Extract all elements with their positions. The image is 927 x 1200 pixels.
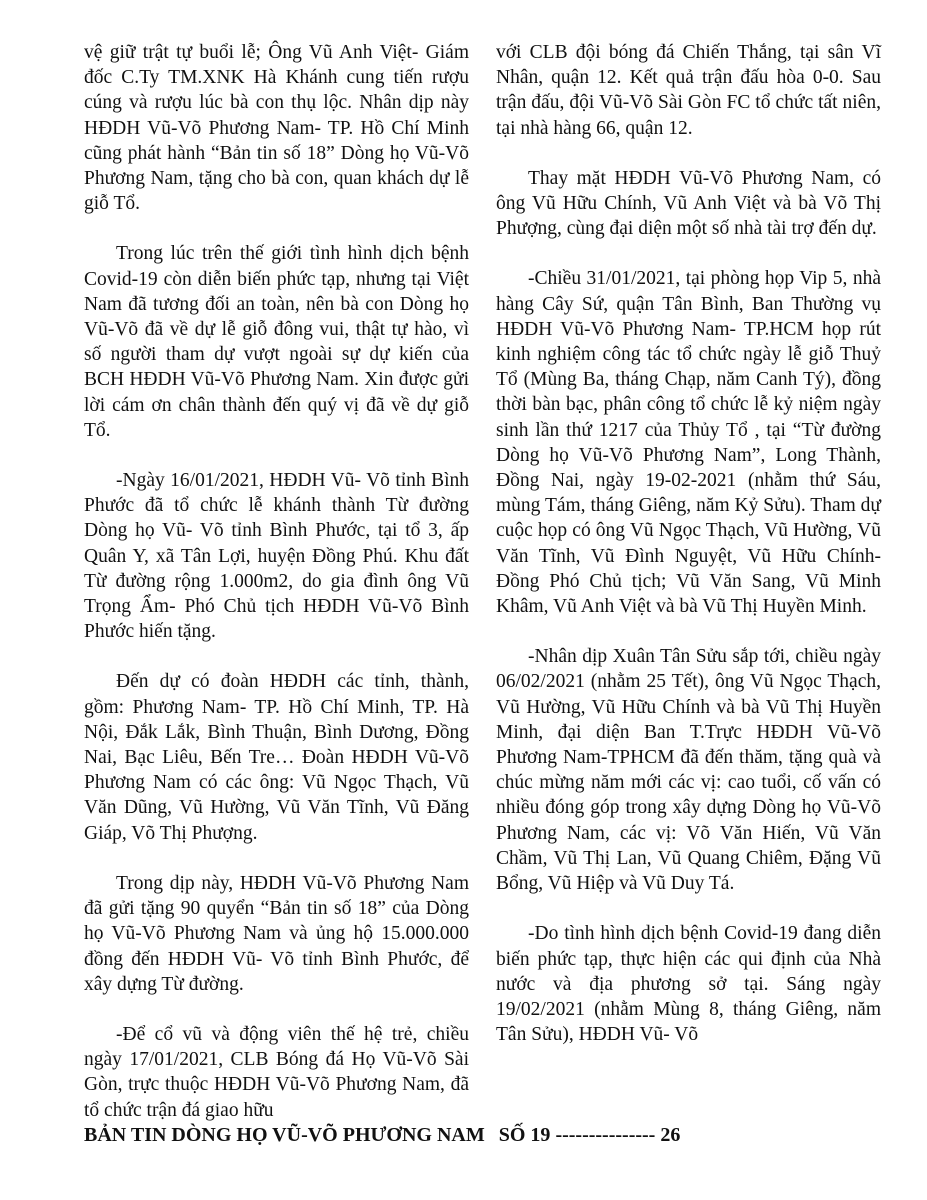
paragraph: Trong dịp này, HĐDH Vũ-Võ Phương Nam đã gửi tặng 90 quyển “Bản tin số 18” của Dòng họ Vũ-Võ Phương Nam và ủng hộ 15.000.000 đồng đến HĐDH Vũ- Võ tỉnh Bình Phước, để xây dựng Từ đường.	[84, 872, 469, 995]
paragraph: -Ngày 16/01/2021, HĐDH Vũ- Võ tỉnh Bình Phước đã tổ chức lễ khánh thành Từ đường Dòng họ Vũ- Võ tỉnh Bình Phước, tại tổ 3, ấp Quân Y, xã Tân Lợi, huyện Đồng Phú. Khu đất Từ đường rộng 1.000m2, do gia đình ông Vũ Trọng Ẩm- Phó Chủ tịch HĐDH Vũ-Võ Bình Phước hiến tặng.	[84, 470, 469, 643]
paragraph: -Nhân dịp Xuân Tân Sửu sắp tới, chiều ngày 06/02/2021 (nhằm 25 Tết), ông Vũ Ngọc Thạch, Vũ Hường, Vũ Hữu Chính và bà Vũ Thị Huyền Minh, đại diện Ban T.Trực HĐDH Vũ-Võ Phương Nam-TPHCM đã đến thăm, tặng quà và chúc mừng năm mới các vị: cao tuổi, cố vấn có nhiều đóng góp trong xây dựng Dòng họ Vũ-Võ Phương Nam, các vị: Võ Văn Hiến, Vũ Văn Chầm, Vũ Thị Lan, Vũ Quang Chiêm, Đặng Vũ Bổng, Vũ Hiệp và Vũ Duy Tá.	[496, 646, 881, 895]
paragraph: -Để cổ vũ và động viên thế hệ trẻ, chiều ngày 17/01/2021, CLB Bóng đá Họ Vũ-Võ Sài Gòn, trực thuộc HĐDH Vũ-Võ Phương Nam, đã tổ chức trận đá giao hữu	[84, 1023, 469, 1121]
paragraph: -Do tình hình dịch bệnh Covid-19 đang diễn biến phức tạp, thực hiện các qui định của Nhà nước và địa phương sở tại. Sáng ngày 19/02/2021 (nhằm Mùng 8, tháng Giêng, năm Tân Sửu), HĐDH Vũ- Võ	[496, 923, 881, 1046]
paragraph: Trong lúc trên thế giới tình hình dịch bệnh Covid-19 còn diễn biến phức tạp, nhưng tại Việt Nam đã tương đối an toàn, nên bà con Dòng họ Vũ-Võ đã về dự lễ giỗ đông vui, thật tự hào, vì số người tham dự vượt ngoài sự dự kiến của BCH HĐDH Vũ-Võ Phương Nam. Xin được gửi lời cám ơn chân thành đến quý vị đã về dự giỗ Tổ.	[84, 243, 469, 441]
paragraph: -Chiều 31/01/2021, tại phòng họp Vip 5, nhà hàng Cây Sứ, quận Tân Bình, Ban Thường vụ HĐDH Vũ-Võ Phương Nam- TP.HCM họp rút kinh nghiệm công tác tổ chức ngày lễ giỗ Thuỷ Tổ (Mùng Ba, tháng Chạp, năm Canh Tý), đồng thời bàn bạc, phân công tổ chức lễ kỷ niệm ngày sinh lần thứ 1217 của Thủy Tổ , tại “Từ đường Dòng họ Vũ-Võ Phương Nam”, Long Thành, Đồng Nai, ngày 19-02-2021 (nhằm thứ Sáu, mùng Tám, tháng Giêng, năm Kỷ Sửu). Tham dự cuộc họp có ông Vũ Ngọc Thạch, Vũ Hường, Vũ Văn Tĩnh, Vũ Đình Nguyệt, Vũ Hữu Chính- Đồng Phó Chủ tịch; Vũ Văn Sang, Vũ Minh Khâm, Vũ Anh Việt và bà Vũ Thị Huyền Minh.	[496, 268, 881, 618]
paragraph: Thay mặt HĐDH Vũ-Võ Phương Nam, có ông Vũ Hữu Chính, Vũ Anh Việt và bà Võ Thị Phượng, cùng đại diện một số nhà tài trợ đến dự.	[496, 167, 881, 240]
left-column	[84, 40, 469, 1148]
paragraph: với CLB đội bóng đá Chiến Thắng, tại sân Vĩ Nhân, quận 12. Kết quả trận đấu hòa 0-0. Sau trận đấu, đội Vũ-Võ Sài Gòn FC tổ chức tất niên, tại nhà hàng 66, quận 12.	[496, 42, 881, 139]
page-footer	[84, 1122, 884, 1148]
paragraph: Đến dự có đoàn HĐDH các tỉnh, thành, gồm: Phương Nam- TP. Hồ Chí Minh, TP. Hà Nội, Đắk Lắk, Bình Thuận, Bình Dương, Đồng Nai, Bạc Liêu, Bến Tre… Đoàn HĐDH Vũ-Võ Phương Nam có các ông: Vũ Ngọc Thạch, Vũ Văn Dũng, Vũ Hường, Vũ Văn Tĩnh, Vũ Đăng Giáp, Võ Thị Phượng.	[84, 671, 469, 844]
right-column	[496, 40, 881, 1072]
paragraph: vệ giữ trật tự buổi lễ; Ông Vũ Anh Việt- Giám đốc C.Ty TM.XNK Hà Khánh cung tiến rượu cúng và rượu lúc bà con thụ lộc. Nhân dịp này HĐDH Vũ-Võ Phương Nam- TP. Hồ Chí Minh cũng phát hành “Bản tin số 18” Dòng họ Vũ-Võ Phương Nam, tặng cho bà con, quan khách dự lễ giỗ Tổ.	[84, 42, 469, 215]
publication-title: BẢN TIN DÒNG HỌ VŨ-VÕ PHƯƠNG NAM	[84, 1124, 485, 1146]
issue-number: SỐ 19	[498, 1124, 551, 1146]
page-number: 26	[660, 1124, 681, 1146]
footer-dashes: ---------------	[555, 1124, 656, 1146]
